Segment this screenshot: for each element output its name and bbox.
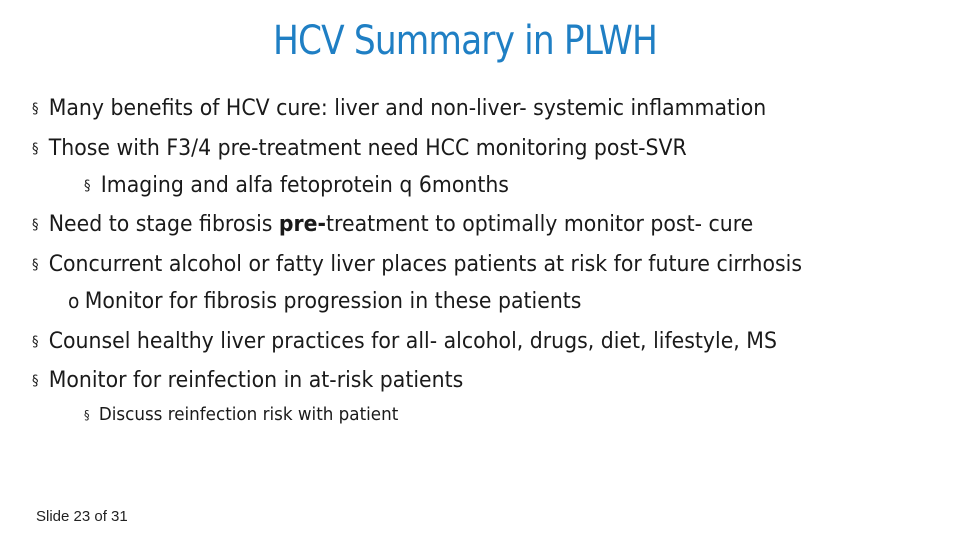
bullet-marker-icon: § (32, 373, 39, 389)
bullet-marker-icon: § (32, 257, 39, 273)
bullet-item: § Concurrent alcohol or fatty liver places patients at risk for future cirrhosis (32, 252, 803, 277)
bullet-item: § Need to stage fibrosis pre-treatment to optimally monitor post- cure (32, 212, 754, 237)
bullet-marker-icon: § (32, 334, 39, 350)
bullet-marker-icon: § (84, 178, 91, 194)
sub-bullet-item: § Discuss reinfection risk with patient (84, 402, 398, 428)
bullet-item: § Monitor for reinfection in at-risk patients (32, 368, 464, 393)
bullet-marker-icon: § (32, 141, 39, 157)
bullet-marker-icon: § (84, 408, 90, 422)
slide-title: HCV Summary in PLWH (272, 18, 658, 64)
slide-number: Slide 23 of 31 (36, 508, 128, 525)
bullet-marker-icon: § (32, 217, 39, 233)
emphasis-text: pre- (278, 212, 327, 237)
bullet-marker-icon: § (32, 101, 39, 117)
sub-bullet-item: o Monitor for fibrosis progression in these patients (68, 289, 582, 314)
bullet-item: § Many benefits of HCV cure: liver and non-liver- systemic inflammation (32, 96, 767, 121)
circle-bullet-icon: o (68, 289, 80, 313)
sub-bullet-item: § Imaging and alfa fetoprotein q 6months (84, 173, 509, 198)
bullet-item: § Counsel healthy liver practices for all- alcohol, drugs, diet, lifestyle, MS (32, 329, 777, 354)
bullet-item: § Those with F3/4 pre-treatment need HCC monitoring post-SVR (32, 136, 687, 161)
